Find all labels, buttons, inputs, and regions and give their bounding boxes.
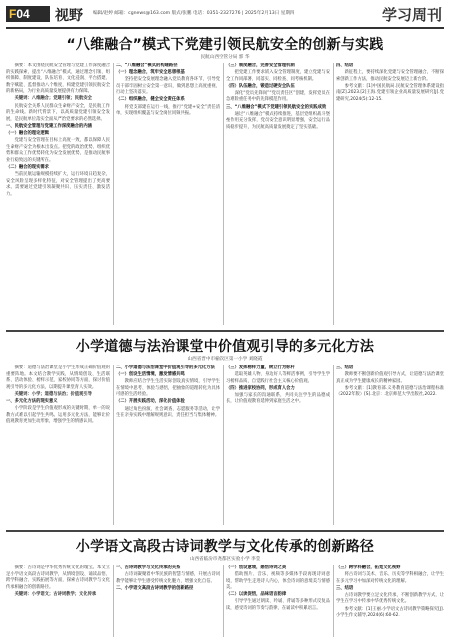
article1-paragraph: 深化“党员先锋岗”“党员责任区”创建，发挥党员在急难险重任务中的先锋模范作用。: [226, 90, 330, 103]
article2-subheading: （四）推进家校协同，形成育人合力: [226, 385, 295, 391]
page-number-badge: [6, 6, 50, 22]
article3-keywords: 关键词：小学语文；古诗词教学；文化传承: [14, 591, 97, 597]
column-divider: [113, 63, 114, 325]
article3-paragraph: 将古诗词与美术、音乐、历史等学科相融合，让学生在多元学习中加深对传统文化的理解。: [336, 572, 444, 584]
article2-paragraph: 教师应结合学生生活实际创设真实情境，引导学生在情境中思考、体验与感悟，把抽象的道理转化为具体可感的生活经验。: [116, 379, 220, 398]
article1-references: 参考文献：[1]中国民航局.民航安全管理体系建设指南[Z].2023.[2]王海.党建引领企业高质量发展研究[J].党建研究,2024(5):12-15.: [336, 83, 444, 102]
article1-column-3: [226, 63, 330, 325]
article1-abstract: 摘要：本文围绕民航安全管理与党建工作深度融合的实践探索，提出“八维融合”模式，通过理念引领、组织保障、制度建设、队伍培育、文化浸润、平台搭建、数字赋能、监督推动八个维度，构建党建引领民航安全的新格局，为行业高质量发展提供有力保障。: [6, 63, 110, 95]
article1-heading: 二、“八维融合”模式的构建路径: [116, 63, 178, 68]
masthead: [0, 0, 450, 26]
article1-heading: 一、民航安全管理与党建工作深度融合的内涵: [6, 123, 92, 129]
article1-heading: 四、结语: [336, 63, 354, 68]
article2-author: 山西省晋中市榆次区第一小学 刘晓霞: [187, 357, 263, 362]
article2-column-4: [336, 365, 444, 525]
article1-paragraph: 把党建工作要求嵌入安全管理制度，建立党建与安全工作同部署、同落实、同检查、同考核机制。: [226, 70, 330, 82]
article2-heading: 一、多元化方法的现实意义: [6, 398, 58, 404]
paper-name: 学习周刊: [381, 6, 442, 24]
article2-column-1: [6, 365, 110, 525]
article3-heading: 二、小学语文高段古诗词教学的创新路径: [116, 585, 194, 591]
article2-abstract: 摘要：道德与法治课堂是小学生形成正确价值观的重要阵地。本文结合教学实践，从情境创设、生活联系、活动体验、榜样示范、家校协同等方面，探讨价值观引导的多元化方法，以期提升课堂育人实效。: [6, 365, 110, 390]
article3-abstract: 摘要：古诗词是中华优秀传统文化的瑰宝。本文立足小学语文高段古诗词教学，从情境创设、诵读品悟、跨学科融合、实践拓展等方面，探索古诗词教学与文化传承相融合的创新路径。: [6, 565, 110, 590]
article3-column-2: [116, 565, 220, 637]
article2-references: 参考文献：[1]教育部.义务教育道德与法治课程标准（2022年版）[S].北京：北京师范大学出版社,2022.: [336, 385, 444, 398]
article2-paragraph: 教师要不断创新价值观引导方式，让道德与法治课堂真正成为学生健康成长的精神家园。: [336, 372, 444, 384]
page-number: 04: [16, 7, 30, 21]
article1-subheading: （二）融合的现实需求: [6, 164, 49, 170]
column-divider: [333, 63, 334, 325]
article1-subheading: （一）理念融合，筑牢安全思想根基: [116, 70, 185, 76]
article1-column-2: [116, 63, 220, 325]
article3-paragraph: 古诗词教学要立足文化传承，不断创新教学方式，让学生在学习中传承中华优秀传统文化。: [336, 592, 444, 605]
article1-paragraph: 新征程上，要持续深化党建与安全管理融合，不断探索创新工作方法，推动民航安全发展迈上新台阶。: [336, 70, 444, 82]
section-title: 视野: [55, 8, 83, 24]
article2-heading: 三、结语: [336, 365, 354, 370]
article1-paragraph: 将党支部建在运行一线，推行“党建+安全”责任清单，实现组织覆盖与安全岗位同频共振。: [116, 104, 220, 117]
article2-keywords: 关键词：小学；道德与法治；价值观引导: [14, 391, 92, 397]
column-divider: [333, 565, 334, 637]
article2-paragraph: 加强与家长的沟通联系，共同关注学生的品德成长，让价值观教育延伸到家庭生活之中。: [226, 392, 330, 405]
article1-paragraph: 当前民航运输规模持续扩大，运行环境日趋复杂，安全风险呈现多样化特征，对安全管理提出了更高要求。需要通过党建引领凝聚共识、压实责任、激发活力。: [6, 172, 110, 197]
column-divider: [333, 365, 334, 525]
article3-references: 参考文献：[1]王丽.小学语文古诗词教学策略探究[J].小学生作文辅导,2024(6):60-62.: [336, 606, 444, 619]
article2-column-3: [226, 365, 330, 525]
article2-paragraph: 小学阶段是学生价值观形成的关键时期，单一的说教方式难以引起学生共鸣。运用多元化方法，能够让价值观教育更加生动形象，增强学生的情感认同。: [6, 406, 110, 425]
column-divider: [223, 63, 224, 325]
article1-keywords: 关键词：八维融合；党建引领；民航安全: [14, 96, 92, 102]
article2-paragraph: 选取英雄人物、身边好人等鲜活事例，引导学生学习榜样品质，自觉践行社会主义核心价值观。: [226, 372, 330, 384]
article1-heading: 三、“八维融合”模式下党建引领民航安全的实践成效: [226, 104, 327, 110]
article2-heading: 二、小学道德与法治课堂中价值观引导的多元化方法: [116, 365, 215, 370]
article-separator: [6, 330, 444, 332]
article3-column-1: [6, 565, 110, 637]
article2-title: 小学道德与法治课堂中价值观引导的多元化方法: [75, 339, 375, 355]
article1-paragraph: 党建与安全管理在目标上高度一致，都以保障人民生命财产安全为根本出发点。把党的政治优势、组织优势和群众工作优势转化为安全发展优势，是推动民航事业行稳致远的关键所在。: [6, 138, 110, 163]
article1-title: “八维融合”模式下党建引领民航安全的创新与实践: [66, 37, 384, 53]
article1-subheading: （三）制度融合，完善安全管理机制: [226, 63, 295, 68]
article1-column-4: [336, 63, 444, 325]
column-divider: [113, 365, 114, 525]
editor-line: 编辑/赵婷 邮箱：cgnews@163.com 版式/张鹏 电话：0351-2327276 | 2025年2月13日 星期四: [93, 11, 295, 16]
article1-paragraph: 通过“八维融合”模式持续推进，基层党组织战斗堡垒作用充分发挥，党员安全意识明显增强，安全运行品质稳步提升，为民航高质量发展奠定了坚实基础。: [226, 111, 330, 130]
article3-subheading: （一）创设意境，感悟诗词之美: [226, 565, 287, 570]
article2-column-2: [116, 365, 220, 525]
article2-paragraph: 通过角色扮演、社会调查、志愿服务等活动，让学生在亲身实践中理解规则意识、责任担当与集体精神。: [116, 406, 220, 419]
article3-author: 山西省临汾市尧都区实验小学 李莹: [189, 557, 261, 562]
column-divider: [223, 365, 224, 525]
article3-subheading: （三）跨学科融合，拓宽文化视野: [336, 565, 401, 570]
article3-heading: 三、结语: [336, 585, 354, 591]
article3-heading: 一、古诗词教学与文化传承的关系: [116, 565, 181, 570]
article3-paragraph: 借助图片、音乐、视频等多媒体手段再现诗词意境，帮助学生走进诗人内心，体会诗词的意境美与情感美。: [226, 572, 330, 591]
article3-title: 小学语文高段古诗词教学与文化传承的创新路径: [75, 539, 375, 555]
article3-column-4: [336, 565, 444, 637]
article2-subheading: （二）开展实践活动，深化价值体验: [116, 399, 185, 405]
column-divider: [113, 565, 114, 637]
article3-column-3: [226, 565, 330, 637]
masthead-rule: [6, 27, 444, 29]
article1-subheading: （四）队伍融合，锻造过硬安全队伍: [226, 83, 295, 89]
article1-paragraph: 民航安全关系人民群众生命财产安全，是民航工作的生命线。新时代背景下，以高质量党建引领安全发展，是民航单位落实全面从严治党要求的必然选择。: [6, 103, 110, 122]
article3-paragraph: 古诗词凝聚着中华民族的智慧与情感，开展古诗词教学能够让学生感受传统文化魅力，增强文化自信。: [116, 572, 220, 584]
article3-paragraph: 引导学生通过朗读、吟诵、背诵等多种形式反复品读，感受诗词的节奏与韵律，在诵读中积累语言。: [226, 599, 330, 612]
article2-subheading: （一）创设生活情境，激发情感共鸣: [116, 372, 185, 378]
column-divider: [223, 565, 224, 637]
article1-column-1: [6, 63, 110, 325]
article3-subheading: （二）以读促悟，品味语言韵律: [226, 592, 287, 598]
article1-subheading: （二）组织融合，健全安全责任体系: [116, 97, 185, 103]
article1-paragraph: 坚持把安全发展理念融入党员教育各环节，引导党员干部牢固树立安全第一意识，做到思想上高度重视、行动上坚决落实。: [116, 77, 220, 96]
article-separator: [6, 530, 444, 532]
article1-author: 民航山西空管分局 郭 华: [200, 55, 250, 60]
article1-subheading: （一）融合的理论逻辑: [6, 130, 49, 136]
page-letter: F: [9, 7, 17, 21]
article2-subheading: （三）发挥榜样力量，树立行为标杆: [226, 365, 295, 370]
